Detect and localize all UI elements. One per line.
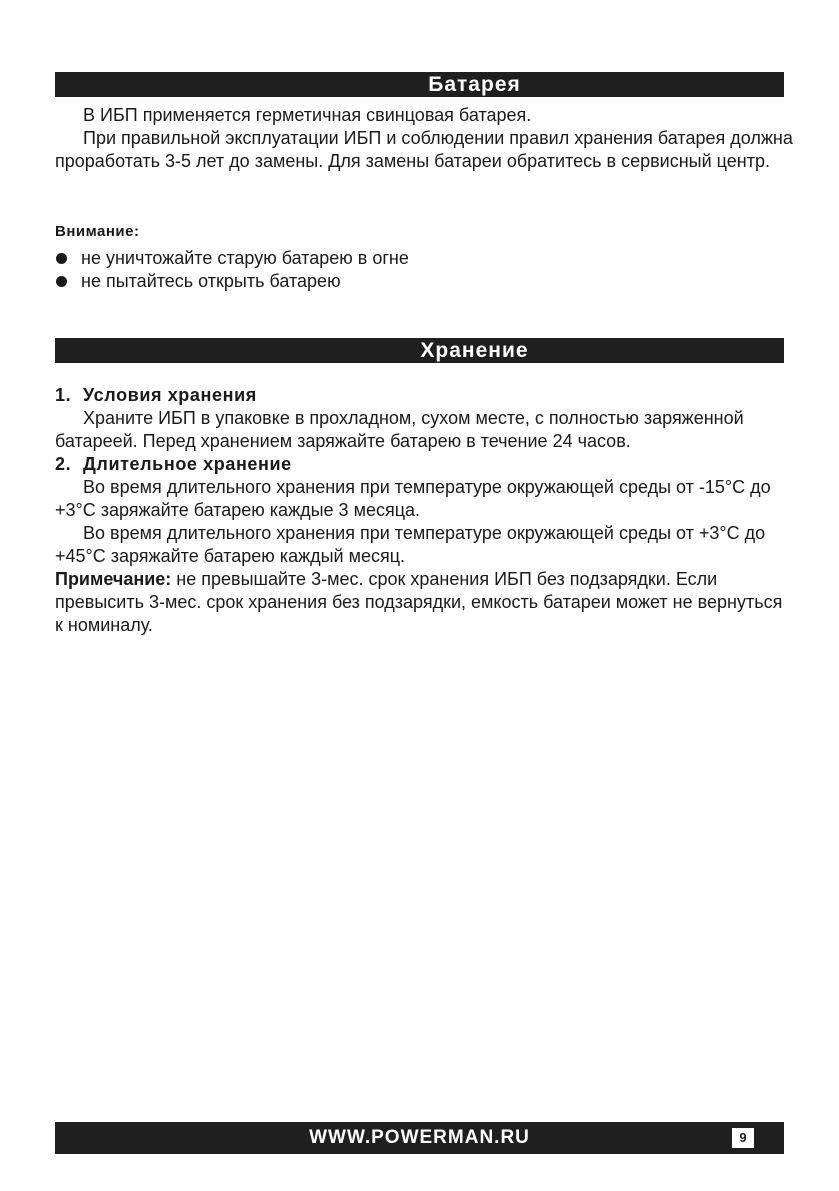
storage-body <box>55 384 795 637</box>
section-heading-text: Длительное хранение <box>83 454 292 474</box>
battery-section-bar <box>55 72 784 97</box>
list-item <box>55 247 795 270</box>
storage-note <box>55 568 795 637</box>
long-term-storage-text-1: Во время длительного хранения при температуре окружающей среды от -15°С до +3°С заряжайте батарею каждые 3 месяца. <box>55 477 771 520</box>
storage-section-title: Хранение <box>420 339 529 362</box>
warning-list <box>55 247 795 293</box>
footer-url: WWW.POWERMAN.RU <box>309 1127 530 1148</box>
battery-paragraph-2: При правильной эксплуатации ИБП и соблюдении правил хранения батарея должна проработать 3-5 лет до замены. Для замены батареи обратитесь в сервисный центр. <box>55 128 793 171</box>
storage-conditions-text: Храните ИБП в упаковке в прохладном, сухом месте, с полностью заряженной батареей. Перед хранением заряжайте батарею в течение 24 часов. <box>55 408 744 451</box>
warning-item-text: не пытайтесь открыть батарею <box>81 271 341 291</box>
bullet-icon <box>56 276 67 287</box>
storage-section-bar <box>55 338 784 363</box>
battery-body <box>55 104 795 173</box>
page-number: 9 <box>732 1128 754 1148</box>
section-heading-text: Условия хранения <box>83 385 257 405</box>
section-number: 2. <box>55 454 72 474</box>
note-text: не превышайте 3-мес. срок хранения ИБП без подзарядки. Если превысить 3-мес. срок хранения без подзарядки, емкость батареи может не вернуться к номиналу. <box>55 569 783 635</box>
warning-item-text: не уничтожайте старую батарею в огне <box>81 248 409 268</box>
section-number: 1. <box>55 385 72 405</box>
long-term-storage-text-2: Во время длительного хранения при температуре окружающей среды от +3°С до +45°С заряжайте батарею каждый месяц. <box>55 523 766 566</box>
storage-conditions-heading <box>55 384 795 407</box>
battery-paragraph-1: В ИБП применяется герметичная свинцовая батарея. <box>83 105 532 125</box>
long-term-storage-heading <box>55 453 795 476</box>
note-label: Примечание: <box>55 569 172 589</box>
bullet-icon <box>56 253 67 264</box>
warning-label: Внимание: <box>55 223 140 240</box>
footer-bar <box>55 1122 784 1154</box>
battery-section-title: Батарея <box>428 73 521 96</box>
list-item <box>55 270 795 293</box>
